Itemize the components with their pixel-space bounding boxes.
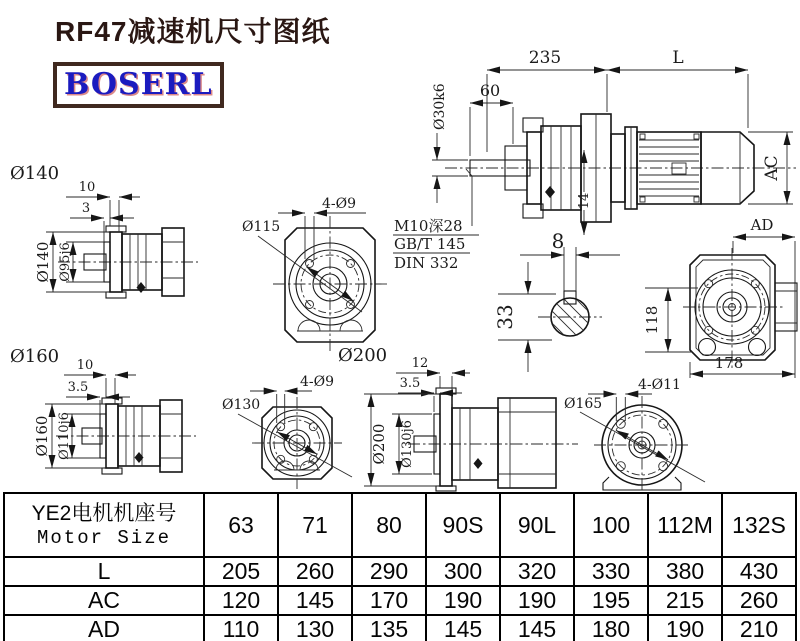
cell-AC-132S: 260 [722, 586, 796, 615]
dim-160-od: Ø160 [33, 415, 51, 457]
cell-AD-100: 180 [574, 615, 648, 641]
section-title-140: Ø140 [10, 163, 60, 184]
dim-130-holes: 4-Ø9 [300, 374, 335, 390]
cell-AC-71: 145 [278, 586, 352, 615]
dim-115-holes: 4-Ø9 [322, 196, 357, 212]
row-label-AC: AC [4, 586, 204, 615]
cell-L-112M: 380 [648, 557, 722, 586]
view-rear [643, 248, 797, 378]
dim-140-spigot: Ø95j6 [58, 242, 73, 282]
size-col-90L: 90L [500, 493, 574, 557]
size-col-71: 71 [278, 493, 352, 557]
dim-165-bc: Ø165 [564, 396, 603, 412]
dim-160-10: 10 [76, 358, 94, 373]
dim-200-12: 12 [411, 356, 429, 371]
dim-165-holes: 4-Ø11 [638, 377, 681, 393]
motor-size-header [4, 493, 204, 557]
dim-key-height: 33 [493, 304, 517, 330]
dim-AC: AC [762, 155, 782, 181]
dim-118: 118 [643, 305, 661, 335]
cell-L-90L: 320 [500, 557, 574, 586]
cell-AC-100: 195 [574, 586, 648, 615]
cell-AC-63: 120 [204, 586, 278, 615]
note-din-standard: DIN 332 [394, 254, 459, 272]
view-side-assembly [393, 48, 796, 378]
dim-key-width: 8 [551, 229, 565, 253]
dim-AD: AD [750, 216, 774, 234]
view-side-200 [338, 345, 578, 491]
table-header-row [4, 493, 796, 557]
size-col-90S: 90S [426, 493, 500, 557]
section-title-200: Ø200 [338, 345, 388, 366]
view-face-115 [242, 196, 387, 354]
section-title-160: Ø160 [10, 346, 60, 367]
cell-AC-80: 170 [352, 586, 426, 615]
dim-140-10: 10 [78, 180, 96, 195]
dim-shaft-dia: Ø30k6 [432, 83, 448, 130]
view-face-165 [564, 377, 705, 490]
size-col-132S: 132S [722, 493, 796, 557]
size-col-100: 100 [574, 493, 648, 557]
cell-AC-90L: 190 [500, 586, 574, 615]
view-side-140 [10, 163, 198, 298]
table-row-L [4, 557, 796, 586]
dim-160-spigot: Ø110j6 [57, 412, 72, 460]
dimension-table [3, 492, 797, 641]
cell-AD-90S: 145 [426, 615, 500, 641]
cell-AC-112M: 215 [648, 586, 722, 615]
dim-160-35: 3.5 [67, 380, 89, 395]
dim-178: 178 [714, 354, 744, 372]
dim-200-35: 3.5 [399, 376, 421, 391]
table-row-AD [4, 615, 796, 641]
dim-200-spigot: Ø130j6 [400, 420, 415, 468]
cell-L-63: 205 [204, 557, 278, 586]
cell-L-80: 290 [352, 557, 426, 586]
motor-size-header-cn: YE2电机机座号 [31, 501, 177, 525]
size-col-112M: 112M [648, 493, 722, 557]
size-col-63: 63 [204, 493, 278, 557]
dim-140-od: Ø140 [34, 241, 52, 283]
view-shaft-section [493, 229, 620, 372]
cell-L-71: 260 [278, 557, 352, 586]
dim-115-bc: Ø115 [242, 219, 281, 235]
view-face-130 [222, 374, 352, 489]
motor-size-header-en: Motor Size [36, 527, 172, 550]
dim-235: 235 [528, 48, 562, 68]
cell-AD-112M: 190 [648, 615, 722, 641]
dim-60: 60 [479, 81, 501, 100]
cell-AD-90L: 145 [500, 615, 574, 641]
table-row-AC [4, 586, 796, 615]
dim-L: L [672, 48, 684, 68]
cell-AC-90S: 190 [426, 586, 500, 615]
note-gb-standard: GB/T 145 [394, 235, 466, 253]
cell-L-132S: 430 [722, 557, 796, 586]
cell-AD-63: 110 [204, 615, 278, 641]
cell-L-100: 330 [574, 557, 648, 586]
cell-L-90S: 300 [426, 557, 500, 586]
brand-logo-text: BOSERL [64, 67, 213, 102]
page-title: RF47减速机尺寸图纸 [55, 16, 331, 47]
cell-AD-80: 135 [352, 615, 426, 641]
cell-AD-71: 130 [278, 615, 352, 641]
dim-200-od: Ø200 [370, 423, 388, 465]
note-tap-hole: M10深28 [394, 217, 463, 235]
view-side-160 [10, 346, 196, 474]
size-col-80: 80 [352, 493, 426, 557]
row-label-AD: AD [4, 615, 204, 641]
cell-AD-132S: 210 [722, 615, 796, 641]
row-label-L: L [4, 557, 204, 586]
dim-130-bc: Ø130 [222, 397, 261, 413]
dim-14: 14 [577, 192, 592, 210]
dim-140-3: 3 [81, 201, 91, 216]
